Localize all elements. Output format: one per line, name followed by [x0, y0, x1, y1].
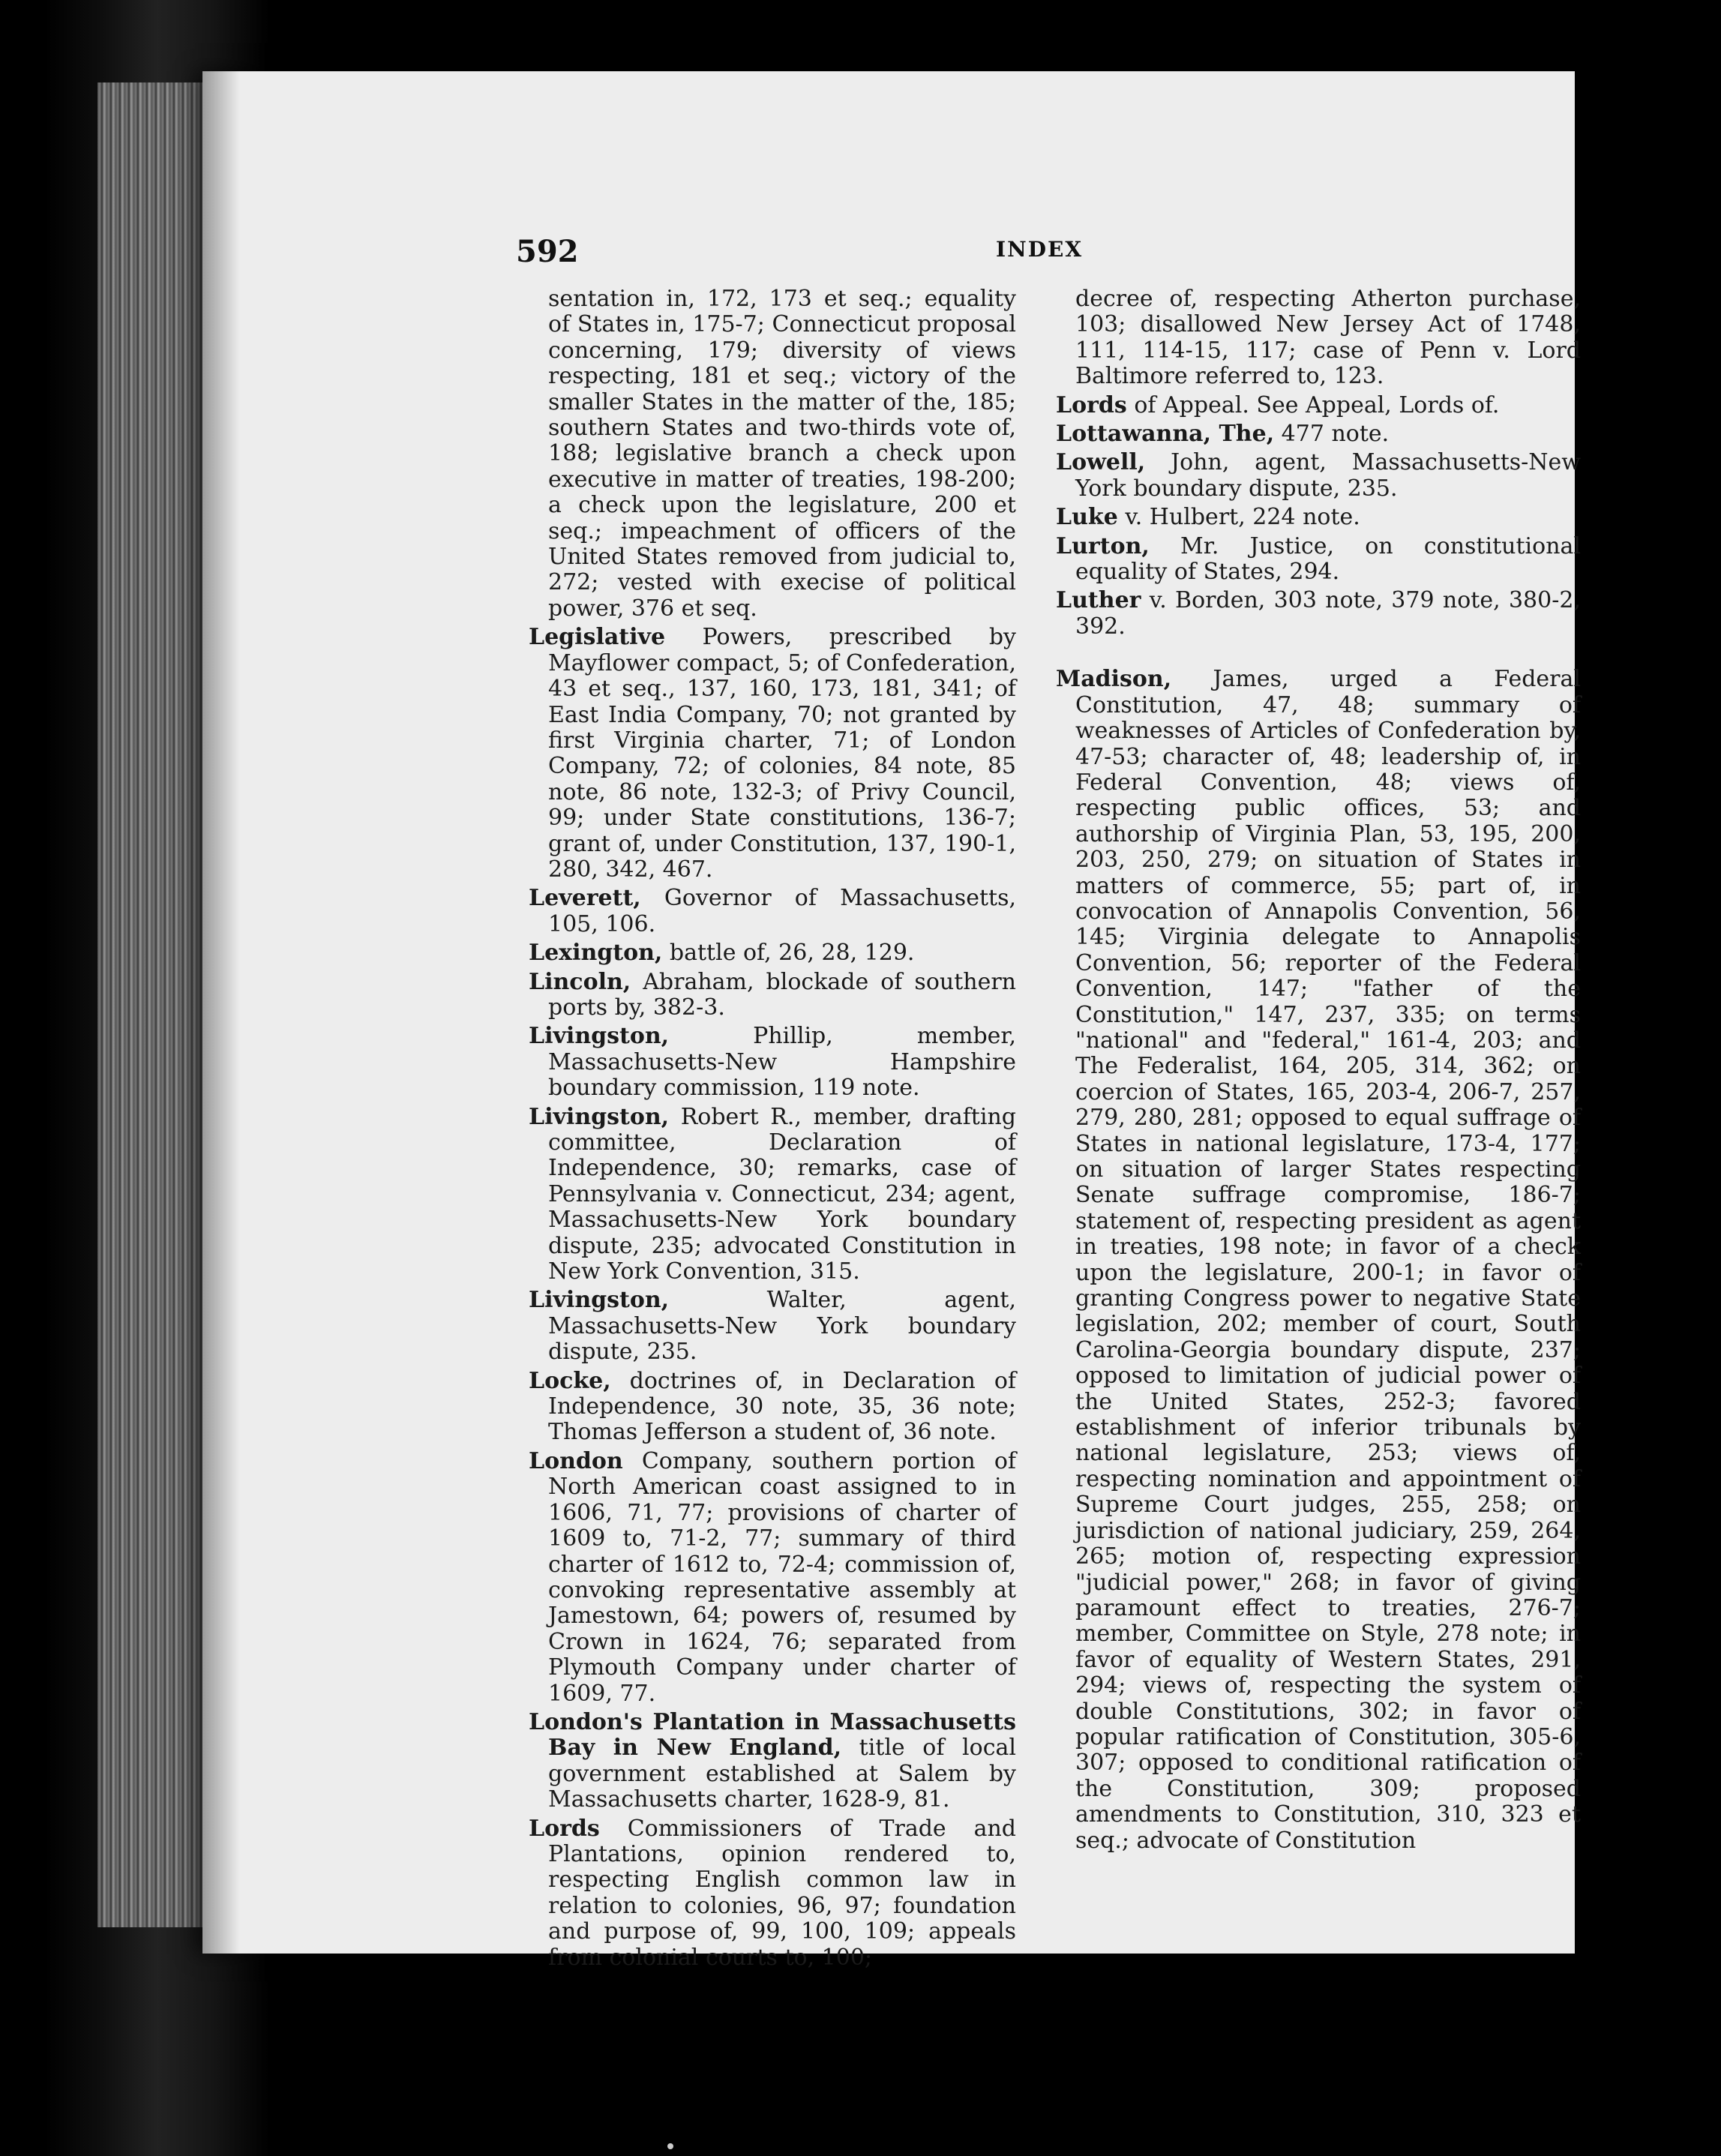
index-entry-continuation	[1056, 286, 1581, 390]
index-entry	[529, 1288, 1016, 1365]
index-entry-text: Phillip, member, Massachusetts-New Hampshire boundary commission, 119 note.	[548, 1023, 1016, 1102]
index-entry-text: title of local government established at Salem by Massachusetts charter, 1628-9, 81.	[548, 1735, 1016, 1813]
index-entry-text: Abraham, blockade of southern ports by, 382-3.	[548, 968, 1016, 1021]
index-entry	[529, 1816, 1016, 1971]
index-entry	[1056, 393, 1581, 418]
index-entry-heading: Lincoln,	[529, 968, 631, 995]
index-entry-heading: Livingston,	[529, 1103, 670, 1130]
binding-shadow	[202, 71, 240, 1954]
index-entry-text: Governor of Massachusetts, 105, 106.	[548, 885, 1016, 937]
index-entry-heading: Lurton,	[1056, 532, 1150, 559]
index-entry-text: James, urged a Federal Constitution, 47, 48; summary of weaknesses of Articles of Confederation by, 47-53; character of, 48; leadership of, in Federal Convention, 48; views of, respecting public offices, 53; and authorship of Virginia Plan, 53, 195, 200, 203, 250, 279; on situation of States in matters of commerce, 55; part of, in convocation of Annapolis Convention, 56, 145; Virginia delegate to Annapolis Convention, 56; reporter of the Federal Convention, 147; "father of the Constitution," 147, 237, 335; on terms "national" and "federal," 161-4, 203; and The Federalist, 164, 205, 314, 362; on coercion of States, 165, 203-4, 206-7, 257, 279, 280, 281; opposed to equal suffrage of States in national legislature, 173-4, 177; on situation of larger States respecting Senate suffrage compromise, 186-7; statement of, respecting president as agent in treaties, 198 note; in favor of a check upon the legislature, 200-1; in favor of granting Congress power to negative State legislation, 202; member of court, South Carolina-Georgia boundary dispute, 237; opposed to limitation of judicial power of the United States, 252-3; favored establishment of inferior tribunals by national legislature, 253; views of, respecting nomination and appointment of Supreme Court judges, 255, 258; on jurisdiction of national judiciary, 259, 264, 265; motion of, respecting expression "judicial power," 268; in favor of giving paramount effect to treaties, 276-7; member, Committee on Style, 278 note; in favor of equality of Western States, 291, 294; views of, respecting the system of double Constitutions, 302; in favor of popular ratification of Constitution, 305-6, 307; opposed to conditional ratification of the Constitution, 309; proposed amendments to Constitution, 310, 323 et seq.; advocate of Constitution	[1075, 666, 1581, 1854]
index-entry-text: Walter, agent, Massachusetts-New York boundary dispute, 235.	[548, 1287, 1016, 1366]
index-entry	[1056, 667, 1581, 1854]
index-entry-heading: Leverett,	[529, 885, 641, 912]
index-entry-text: battle of, 26, 28, 129.	[662, 940, 915, 967]
index-entry-text: Commissioners of Trade and Plantations, opinion rendered to, respecting English common law in relation to colonies, 96, 97; foundation and purpose of, 99, 100, 109; appeals from colonial courts to, 100;	[548, 1815, 1016, 1971]
index-entry-heading: Locke,	[529, 1367, 611, 1394]
index-entry-heading: Lords	[1056, 391, 1127, 418]
index-entry	[529, 1024, 1016, 1101]
index-entry-heading: London's Plantation in Massachusetts Bay in New England,	[529, 1708, 1016, 1762]
index-entry	[1056, 505, 1581, 530]
index-entry	[1056, 588, 1581, 640]
index-entry-heading: Lowell,	[1056, 449, 1146, 476]
index-entry-heading: Livingston,	[529, 1287, 670, 1314]
index-entry	[529, 1710, 1016, 1813]
index-entry	[529, 1369, 1016, 1446]
index-entry-continuation	[529, 286, 1016, 622]
index-entry-text: 477 note.	[1274, 421, 1390, 448]
index-entry-text: v. Hulbert, 224 note.	[1117, 504, 1360, 531]
book-page-edges	[97, 82, 217, 1927]
index-entry-heading: Lords	[529, 1815, 600, 1842]
index-entry-text: doctrines of, in Declaration of Independence, 30 note, 35, 36 note; Thomas Jefferson a student of, 36 note.	[548, 1367, 1016, 1446]
running-head: INDEX	[996, 237, 1084, 262]
index-entry-heading: Legislative	[529, 624, 666, 651]
index-entry-text: Mr. Justice, on constitutional equality of States, 294.	[1075, 532, 1581, 586]
index-entry-heading: London	[529, 1447, 623, 1474]
index-entry	[529, 1449, 1016, 1707]
index-entry	[529, 970, 1016, 1021]
index-entry	[1056, 534, 1581, 586]
page-header	[0, 234, 1721, 271]
index-entry-heading: Lottawanna, The,	[1056, 421, 1275, 448]
index-entry-text: John, agent, Massachusetts-New York boundary dispute, 235.	[1075, 449, 1581, 502]
scan-speck	[667, 2143, 673, 2149]
index-entry	[529, 940, 1016, 966]
index-entry-heading: Luke	[1056, 504, 1118, 531]
index-entry-text: v. Borden, 303 note, 379 note, 380-2, 392.	[1075, 587, 1581, 640]
index-entry-heading: Livingston,	[529, 1023, 670, 1050]
index-entry-heading: Lexington,	[529, 940, 663, 967]
index-entry-heading: Luther	[1056, 587, 1141, 614]
index-column-right	[1056, 286, 1581, 1857]
page-number: 592	[516, 234, 579, 269]
index-entry	[529, 1105, 1016, 1285]
index-entry	[1056, 421, 1581, 447]
index-entry	[529, 625, 1016, 883]
index-entry-text: Company, southern portion of North American coast assigned to in 1606, 71, 77; provisions of charter of 1609 to, 71-2, 77; summary of third charter of 1612 to, 72-4; commission of, convoking representative assembly at Jamestown, 64; powers of, resumed by Crown in 1624, 76; separated from Plymouth Company under charter of 1609, 77.	[548, 1447, 1016, 1707]
index-entry-text: of Appeal. See Appeal, Lords of.	[1126, 391, 1500, 418]
index-entry-text: Powers, prescribed by Mayflower compact, 5; of Confederation, 43 et seq., 137, 160, 173, 181, 341; of East India Company, 70; not granted by first Virginia charter, 71; of London Company, 72; of colonies, 84 note, 85 note, 86 note, 132-3; of Privy Council, 99; under State constitutions, 136-7; grant of, under Constitution, 137, 190-1, 280, 342, 467.	[548, 624, 1016, 883]
index-entry	[529, 886, 1016, 937]
index-entry-text: decree of, respecting Atherton purchase, 103; disallowed New Jersey Act of 1748, 111, 114-15, 117; case of Penn v. Lord Baltimore referred to, 123.	[1075, 286, 1581, 390]
index-column-left	[529, 286, 1016, 1974]
index-entry-text: Robert R., member, drafting committee, Declaration of Independence, 30; remarks, case of Pennsylvania v. Connecticut, 234; agent, Massachusetts-New York boundary dispute, 235; advocated Constitution in New York Convention, 315.	[548, 1103, 1016, 1285]
index-entry	[1056, 450, 1581, 502]
index-entry-heading: Madison,	[1056, 666, 1172, 693]
index-entry-text: sentation in, 172, 173 et seq.; equality of States in, 175-7; Connecticut proposal concerning, 179; diversity of views respecting, 181 et seq.; victory of the smaller States in the matter of the, 185; southern States and two-thirds vote of, 188; legislative branch a check upon executive in matter of treaties, 198-200; a check upon the legislature, 200 et seq.; impeachment of officers of the United States removed from judicial to, 272; vested with execise of political power, 376 et seq.	[548, 286, 1016, 622]
